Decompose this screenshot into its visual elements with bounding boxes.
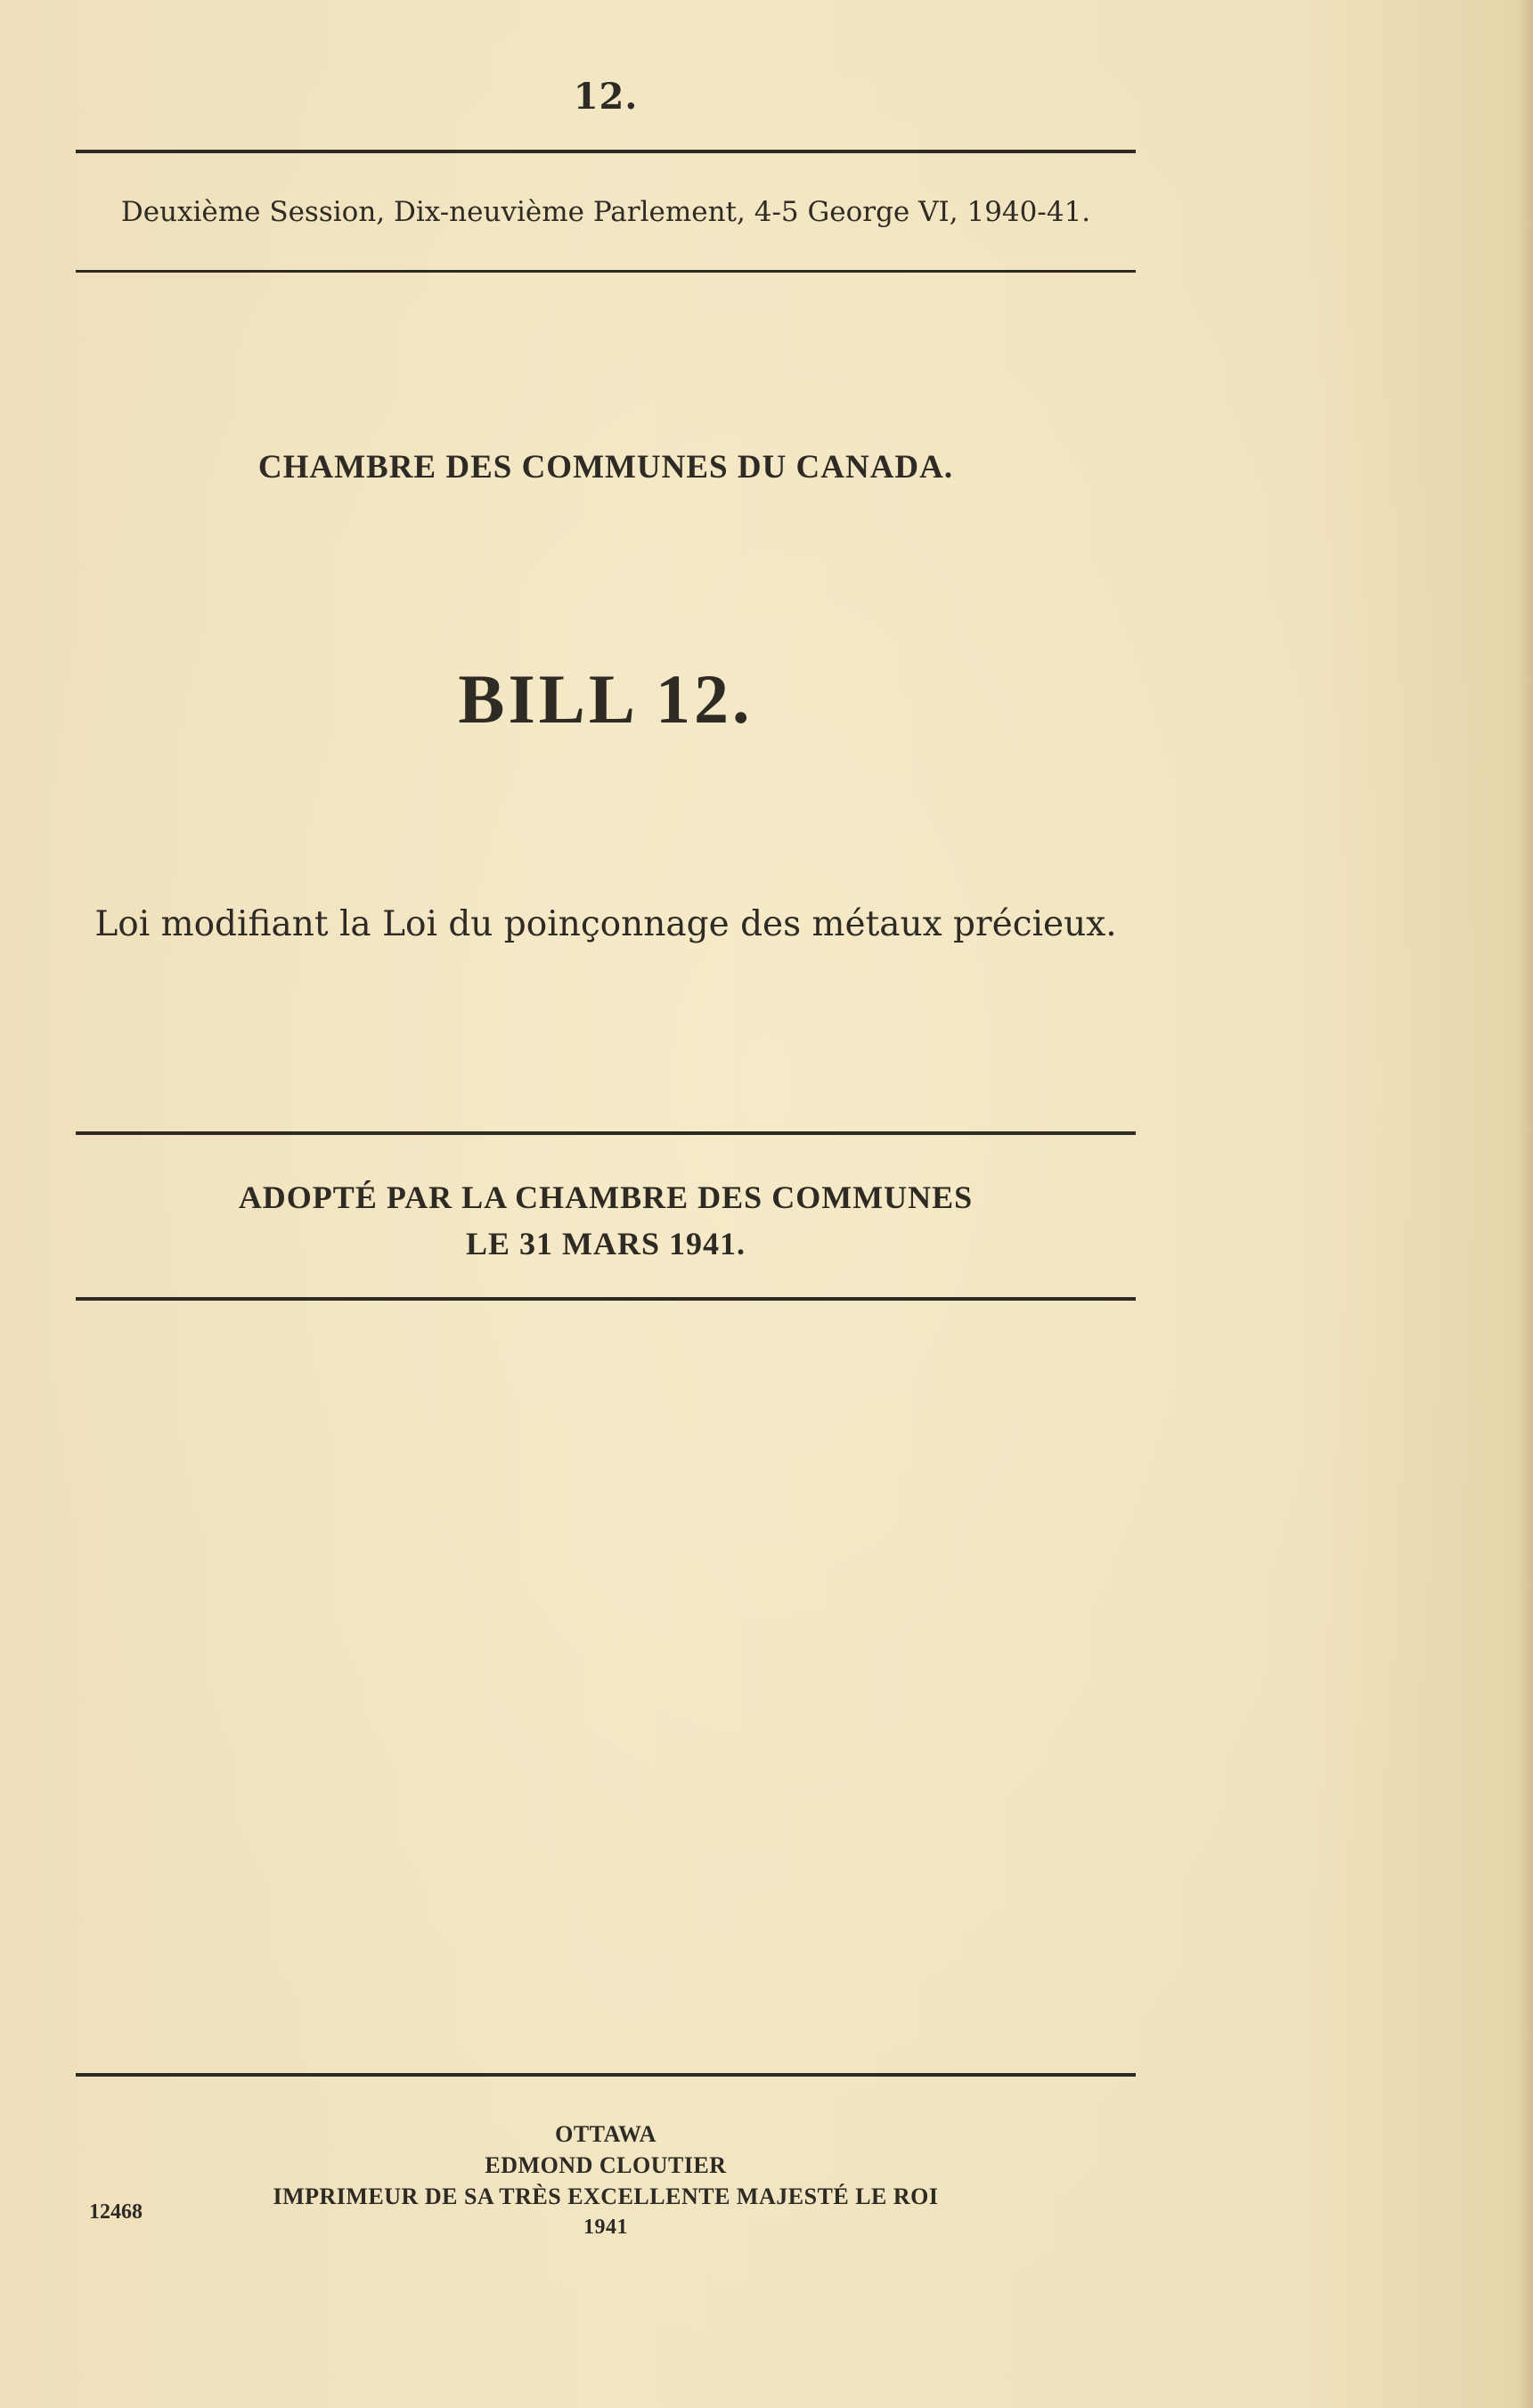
page-edge-shadow — [1517, 0, 1533, 2408]
printer-city: OTTAWA — [555, 2121, 656, 2147]
bill-description: Loi modifiant la Loi du poinçonnage des métaux précieux. — [94, 904, 1117, 944]
printer-title: IMPRIMEUR DE SA TRÈS EXCELLENTE MAJESTÉ LE ROI — [273, 2184, 939, 2209]
printer-name: EDMOND CLOUTIER — [485, 2152, 727, 2178]
adoption-top-rule — [76, 1131, 1136, 1135]
bill-title: BILL 12. — [458, 660, 754, 738]
adoption-bottom-rule — [76, 1297, 1136, 1301]
footer-rule — [76, 2073, 1136, 2077]
adoption-line-2: LE 31 MARS 1941. — [465, 1226, 746, 1261]
printer-imprint — [0, 2118, 1211, 2243]
session-line: Deuxième Session, Dix-neuvième Parlement, 4-5 George VI, 1940-41. — [120, 196, 1091, 228]
session-rule — [76, 270, 1136, 273]
catalog-number: 12468 — [89, 2200, 143, 2224]
page-number: 12. — [573, 76, 639, 118]
house-name: CHAMBRE DES COMMUNES DU CANADA. — [257, 449, 954, 486]
printer-year: 1941 — [583, 2216, 628, 2239]
adoption-line-1: ADOPTÉ PAR LA CHAMBRE DES COMMUNES — [238, 1180, 974, 1215]
adoption-statement — [0, 1174, 1211, 1267]
top-rule — [76, 150, 1136, 153]
